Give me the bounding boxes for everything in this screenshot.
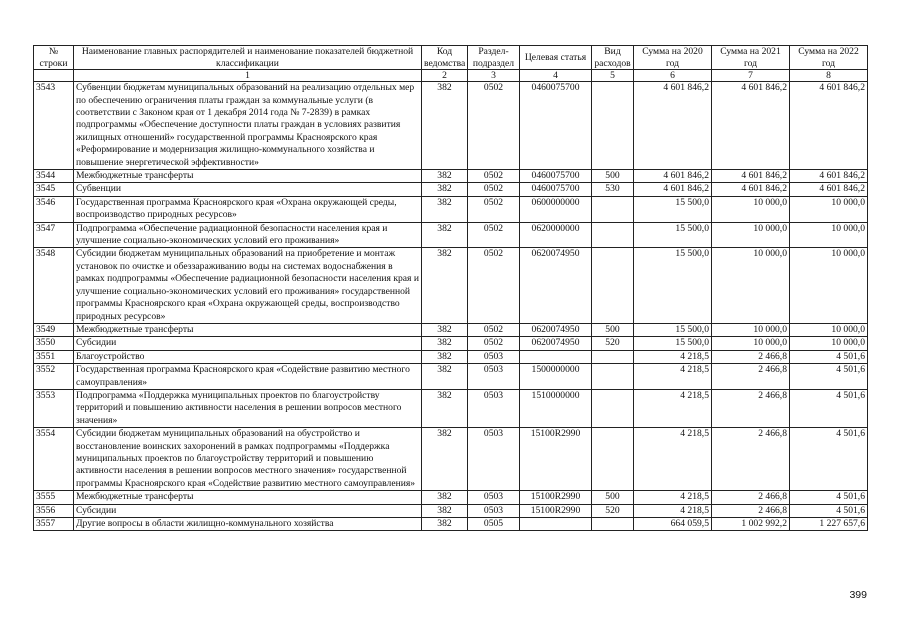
sum-2021-cell: 1 002 992,2: [712, 518, 790, 531]
row-number-cell: 3544: [34, 170, 74, 183]
sum-2021-cell: 4 601 846,2: [712, 183, 790, 196]
expense-type-cell: [592, 389, 634, 427]
column-index-row: [34, 70, 868, 82]
sum-2020-cell: 4 218,5: [634, 491, 712, 504]
row-number-cell: 3549: [34, 323, 74, 336]
target-article-cell: 15100R2990: [520, 504, 592, 517]
item-name-cell: Другие вопросы в области жилищно-коммунального хозяйства: [74, 518, 422, 531]
table-row: [34, 491, 868, 504]
section-cell: 0503: [468, 389, 520, 427]
sum-2021-cell: 10 000,0: [712, 323, 790, 336]
sum-2022-cell: 10 000,0: [790, 222, 868, 248]
row-number-cell: 3550: [34, 337, 74, 350]
table-row: [34, 222, 868, 248]
sum-2021-cell: 4 601 846,2: [712, 170, 790, 183]
table-row: [34, 504, 868, 517]
sum-2020-cell: 4 218,5: [634, 364, 712, 390]
row-number-cell: 3553: [34, 389, 74, 427]
row-number-cell: 3554: [34, 428, 74, 491]
item-name-cell: Межбюджетные трансферты: [74, 323, 422, 336]
section-cell: 0503: [468, 504, 520, 517]
table-row: [34, 170, 868, 183]
section-cell: 0503: [468, 428, 520, 491]
sum-2021-cell: 2 466,8: [712, 504, 790, 517]
row-number-cell: 3545: [34, 183, 74, 196]
table-header: [34, 46, 868, 82]
row-number-cell: 3543: [34, 82, 74, 170]
item-name-cell: Государственная программа Красноярского края «Охрана окружающей среды, воспроизводство природных ресурсов»: [74, 196, 422, 222]
target-article-cell: 0620000000: [520, 222, 592, 248]
table-row: [34, 196, 868, 222]
sum-2022-cell: 4 501,6: [790, 350, 868, 363]
column-header: Вид расходов: [592, 46, 634, 70]
row-number-cell: 3556: [34, 504, 74, 517]
section-cell: 0505: [468, 518, 520, 531]
sum-2020-cell: 15 500,0: [634, 248, 712, 323]
column-index: 7: [712, 70, 790, 82]
column-index: 1: [74, 70, 422, 82]
target-article-cell: 0460075700: [520, 183, 592, 196]
section-cell: 0502: [468, 196, 520, 222]
section-cell: 0502: [468, 82, 520, 170]
sum-2022-cell: 4 601 846,2: [790, 82, 868, 170]
department-code-cell: 382: [422, 504, 468, 517]
target-article-cell: 0620074950: [520, 323, 592, 336]
page-number: 399: [849, 589, 867, 601]
sum-2021-cell: 4 601 846,2: [712, 82, 790, 170]
sum-2020-cell: 4 218,5: [634, 389, 712, 427]
section-cell: 0502: [468, 248, 520, 323]
item-name-cell: Субсидии бюджетам муниципальных образований на приобретение и монтаж установок по очистке и обеззараживанию воды на системах водоснабжения в рамках подпрограммы «Обеспечение радиационной безопасности населения края и улучшение социально-экономических условий его проживания» государственной программы Красноярского края «Охрана окружающей среды, воспроизводство природных ресурсов»: [74, 248, 422, 323]
sum-2022-cell: 10 000,0: [790, 337, 868, 350]
sum-2020-cell: 4 601 846,2: [634, 82, 712, 170]
item-name-cell: Межбюджетные трансферты: [74, 491, 422, 504]
department-code-cell: 382: [422, 323, 468, 336]
target-article-cell: 0460075700: [520, 82, 592, 170]
target-article-cell: 15100R2990: [520, 428, 592, 491]
department-code-cell: 382: [422, 491, 468, 504]
department-code-cell: 382: [422, 389, 468, 427]
section-cell: 0502: [468, 170, 520, 183]
column-index: 8: [790, 70, 868, 82]
sum-2021-cell: 2 466,8: [712, 350, 790, 363]
column-header: Сумма на 2020 год: [634, 46, 712, 70]
sum-2022-cell: 4 501,6: [790, 389, 868, 427]
expense-type-cell: [592, 350, 634, 363]
sum-2020-cell: 4 601 846,2: [634, 170, 712, 183]
department-code-cell: 382: [422, 518, 468, 531]
target-article-cell: 0620074950: [520, 337, 592, 350]
row-number-cell: 3557: [34, 518, 74, 531]
target-article-cell: 15100R2990: [520, 491, 592, 504]
item-name-cell: Субсидии бюджетам муниципальных образований на обустройство и восстановление воинских захоронений в рамках подпрограммы «Поддержка муниципальных проектов по благоустройству территорий и повышению активности населения в решении вопросов местного значения» государственной программы Красноярского края «Содействие развитию местного самоуправления»: [74, 428, 422, 491]
sum-2020-cell: 4 218,5: [634, 428, 712, 491]
sum-2020-cell: 4 218,5: [634, 504, 712, 517]
table-row: [34, 389, 868, 427]
column-index: [34, 70, 74, 82]
table-row: [34, 183, 868, 196]
department-code-cell: 382: [422, 248, 468, 323]
sum-2022-cell: 4 501,6: [790, 491, 868, 504]
target-article-cell: 0600000000: [520, 196, 592, 222]
item-name-cell: Субсидии: [74, 504, 422, 517]
expense-type-cell: [592, 82, 634, 170]
expense-type-cell: 500: [592, 491, 634, 504]
column-index: 4: [520, 70, 592, 82]
column-header: Наименование главных распорядителей и наименование показателей бюджетной классификации: [74, 46, 422, 70]
row-number-cell: 3546: [34, 196, 74, 222]
item-name-cell: Подпрограмма «Поддержка муниципальных проектов по благоустройству территорий и повышению активности населения в решении вопросов местного значения»: [74, 389, 422, 427]
column-header: Целевая статья: [520, 46, 592, 70]
row-number-cell: 3547: [34, 222, 74, 248]
sum-2021-cell: 10 000,0: [712, 196, 790, 222]
column-index: 3: [468, 70, 520, 82]
budget-table: [33, 45, 868, 531]
sum-2022-cell: 10 000,0: [790, 248, 868, 323]
section-cell: 0503: [468, 491, 520, 504]
sum-2022-cell: 1 227 657,6: [790, 518, 868, 531]
target-article-cell: [520, 350, 592, 363]
column-header: № строки: [34, 46, 74, 70]
department-code-cell: 382: [422, 183, 468, 196]
row-number-cell: 3548: [34, 248, 74, 323]
column-header: Сумма на 2022 год: [790, 46, 868, 70]
item-name-cell: Подпрограмма «Обеспечение радиационной безопасности населения края и улучшение социально-экономических условий его проживания»: [74, 222, 422, 248]
department-code-cell: 382: [422, 170, 468, 183]
table-row: [34, 428, 868, 491]
sum-2021-cell: 2 466,8: [712, 364, 790, 390]
sum-2022-cell: 4 501,6: [790, 428, 868, 491]
section-cell: 0503: [468, 364, 520, 390]
sum-2021-cell: 10 000,0: [712, 337, 790, 350]
expense-type-cell: [592, 196, 634, 222]
target-article-cell: 0620074950: [520, 248, 592, 323]
table-row: [34, 323, 868, 336]
sum-2020-cell: 664 059,5: [634, 518, 712, 531]
target-article-cell: [520, 518, 592, 531]
expense-type-cell: 500: [592, 323, 634, 336]
sum-2020-cell: 15 500,0: [634, 323, 712, 336]
expense-type-cell: [592, 248, 634, 323]
column-header: Раздел-подраздел: [468, 46, 520, 70]
column-index: 6: [634, 70, 712, 82]
sum-2022-cell: 4 601 846,2: [790, 170, 868, 183]
table-row: [34, 337, 868, 350]
column-header: Сумма на 2021 год: [712, 46, 790, 70]
target-article-cell: 1510000000: [520, 389, 592, 427]
table-row: [34, 82, 868, 170]
column-header: Код ведомства: [422, 46, 468, 70]
sum-2021-cell: 10 000,0: [712, 248, 790, 323]
section-cell: 0502: [468, 337, 520, 350]
header-row: [34, 46, 868, 70]
department-code-cell: 382: [422, 428, 468, 491]
expense-type-cell: 520: [592, 337, 634, 350]
sum-2022-cell: 10 000,0: [790, 323, 868, 336]
department-code-cell: 382: [422, 337, 468, 350]
item-name-cell: Субвенции: [74, 183, 422, 196]
row-number-cell: 3551: [34, 350, 74, 363]
sum-2020-cell: 15 500,0: [634, 222, 712, 248]
target-article-cell: 1500000000: [520, 364, 592, 390]
sum-2022-cell: 4 501,6: [790, 504, 868, 517]
section-cell: 0503: [468, 350, 520, 363]
item-name-cell: Межбюджетные трансферты: [74, 170, 422, 183]
sum-2021-cell: 2 466,8: [712, 389, 790, 427]
expense-type-cell: 530: [592, 183, 634, 196]
sum-2020-cell: 15 500,0: [634, 196, 712, 222]
section-cell: 0502: [468, 183, 520, 196]
target-article-cell: 0460075700: [520, 170, 592, 183]
item-name-cell: Субвенции бюджетам муниципальных образований на реализацию отдельных мер по обеспечению ограничения платы граждан за коммунальные услуги (в соответствии с Законом края от 1 декабря 2014 года № 7-2839) в рамках подпрограммы «Обеспечение доступности платы граждан в условиях развития жилищных отношений» государственной программы Красноярского края «Реформирование и модернизация жилищно-коммунального хозяйства и повышение энергетической эффективности»: [74, 82, 422, 170]
column-index: 2: [422, 70, 468, 82]
department-code-cell: 382: [422, 364, 468, 390]
row-number-cell: 3552: [34, 364, 74, 390]
sum-2022-cell: 4 601 846,2: [790, 183, 868, 196]
sum-2020-cell: 15 500,0: [634, 337, 712, 350]
expense-type-cell: 500: [592, 170, 634, 183]
department-code-cell: 382: [422, 222, 468, 248]
sum-2021-cell: 10 000,0: [712, 222, 790, 248]
expense-type-cell: [592, 518, 634, 531]
department-code-cell: 382: [422, 350, 468, 363]
row-number-cell: 3555: [34, 491, 74, 504]
expense-type-cell: [592, 364, 634, 390]
section-cell: 0502: [468, 222, 520, 248]
item-name-cell: Благоустройство: [74, 350, 422, 363]
table-row: [34, 350, 868, 363]
sum-2022-cell: 10 000,0: [790, 196, 868, 222]
expense-type-cell: [592, 222, 634, 248]
sum-2021-cell: 2 466,8: [712, 428, 790, 491]
table-row: [34, 364, 868, 390]
sum-2020-cell: 4 218,5: [634, 350, 712, 363]
department-code-cell: 382: [422, 82, 468, 170]
sum-2022-cell: 4 501,6: [790, 364, 868, 390]
sum-2021-cell: 2 466,8: [712, 491, 790, 504]
table-body: [34, 82, 868, 531]
sum-2020-cell: 4 601 846,2: [634, 183, 712, 196]
department-code-cell: 382: [422, 196, 468, 222]
item-name-cell: Субсидии: [74, 337, 422, 350]
table-row: [34, 248, 868, 323]
expense-type-cell: [592, 428, 634, 491]
column-index: 5: [592, 70, 634, 82]
section-cell: 0502: [468, 323, 520, 336]
table-row: [34, 518, 868, 531]
expense-type-cell: 520: [592, 504, 634, 517]
item-name-cell: Государственная программа Красноярского края «Содействие развитию местного самоуправления»: [74, 364, 422, 390]
